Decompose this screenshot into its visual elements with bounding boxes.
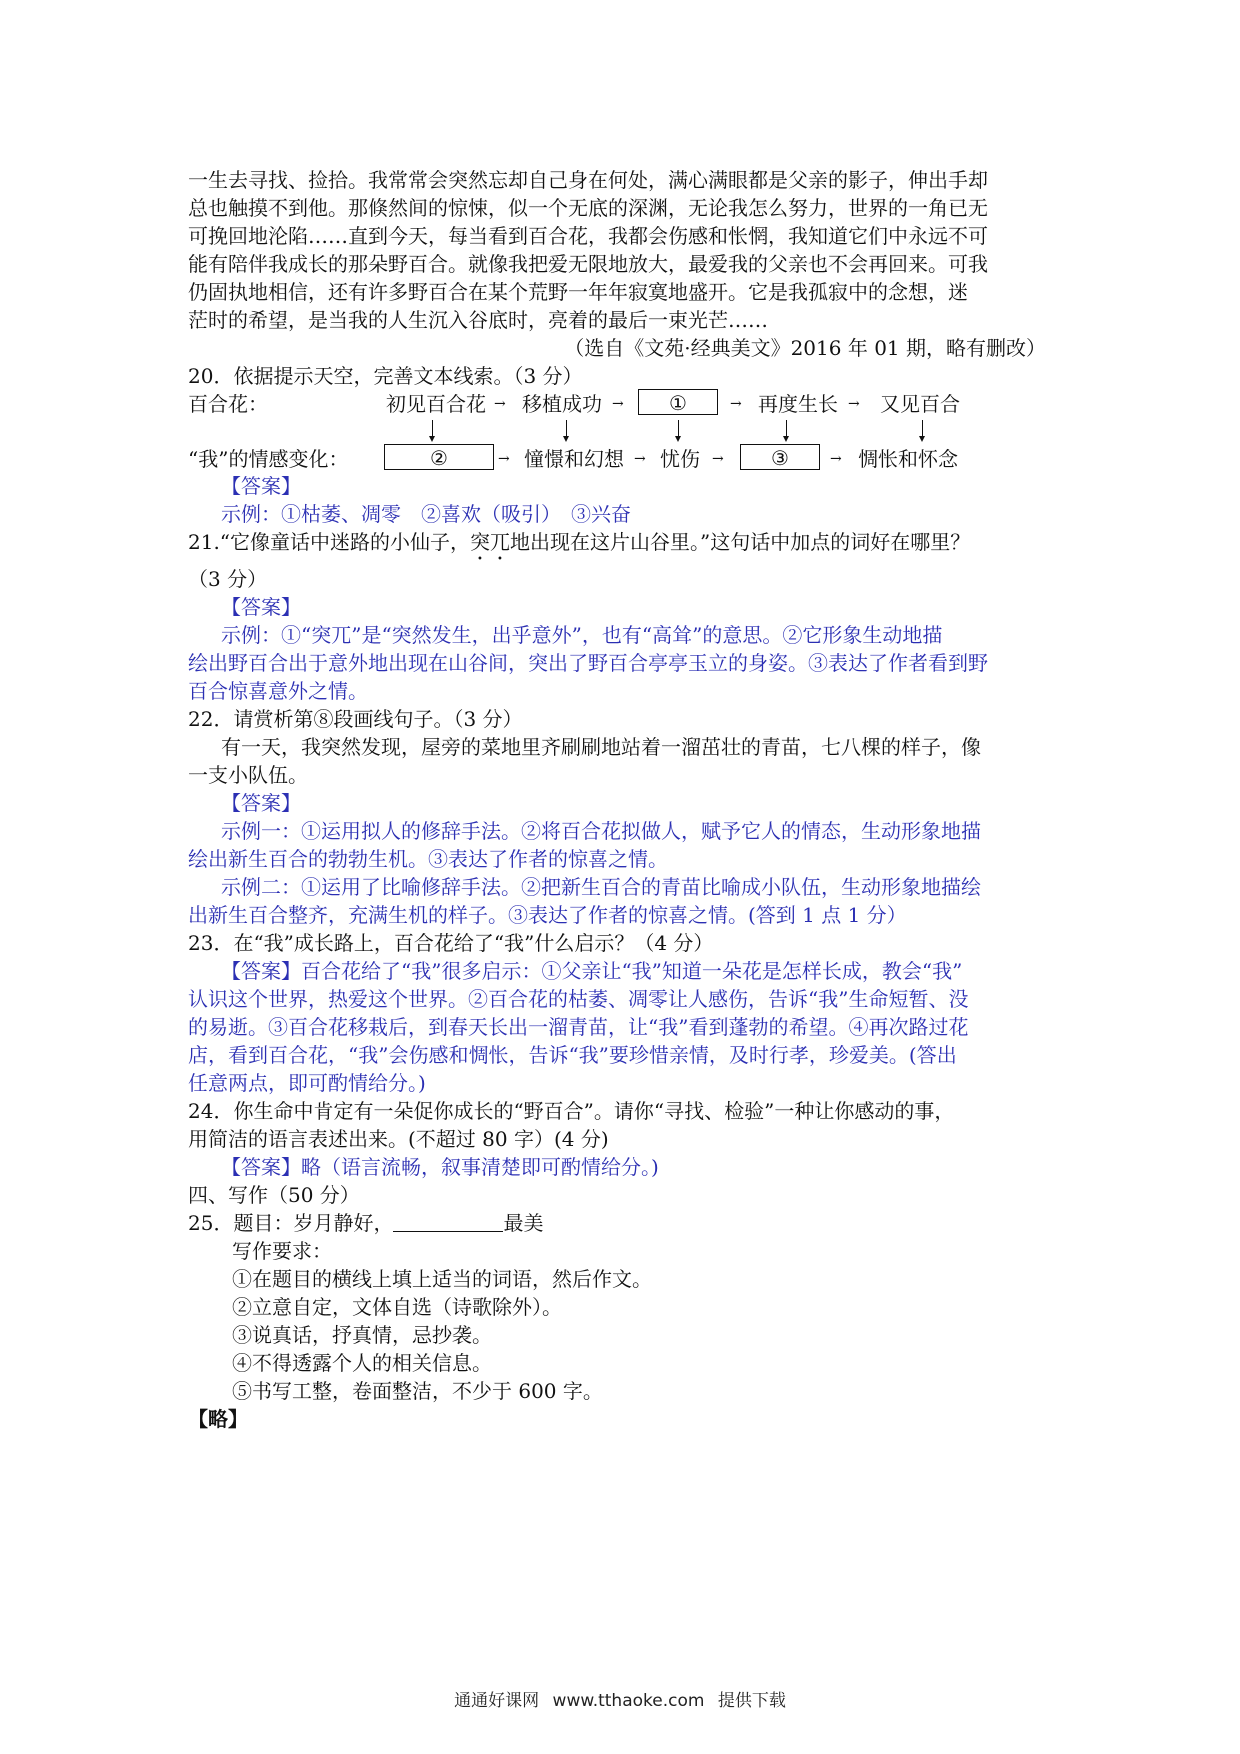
- passage-line: 能有陪伴我成长的那朵野百合。就像我把爱无限地放大，最爱我的父亲也不会再回来。可我: [188, 252, 988, 276]
- flow-step: 惆怅和怀念: [858, 447, 958, 471]
- answer-25: 【略】: [188, 1407, 248, 1431]
- arrow-down-icon: [566, 420, 567, 438]
- document-body: [188, 166, 1058, 1433]
- essay-title-suffix: 最美: [503, 1211, 544, 1235]
- answer-23-line: 认识这个世界，热爱这个世界。②百合花的枯萎、凋零让人感伤，告诉“我”生命短暂、没: [188, 987, 969, 1011]
- arrow-down-icon: [786, 420, 787, 438]
- question-21: [188, 528, 1058, 565]
- answer-23-line: 店，看到百合花，“我”会伤感和惆怅，告诉“我”要珍惜亲情，及时行孝，珍爱美。(答出: [188, 1043, 957, 1067]
- requirement-item: ③说真话，抒真情，忌抄袭。: [232, 1323, 492, 1347]
- answer-tag: 【答案】: [221, 791, 301, 815]
- arrow-right-icon: →: [712, 451, 724, 467]
- answer-tag: 【答案】: [221, 959, 301, 983]
- quote-line: 有一天，我突然发现，屋旁的菜地里齐刷刷地站着一溜茁壮的青苗，七八棵的样子，像: [221, 735, 981, 759]
- arrow-down-icon: [678, 420, 679, 438]
- question-24-line: 用简洁的语言表述出来。(不超过 80 字）(4 分): [188, 1127, 609, 1151]
- question-22: 22．请赏析第⑧段画线句子。（3 分）: [188, 707, 523, 731]
- answer-21-line: 百合惊喜意外之情。: [188, 679, 368, 703]
- flow-step: 移植成功: [522, 392, 602, 416]
- flow-blank-box: ③: [740, 444, 820, 470]
- question-25: [188, 1209, 1058, 1237]
- passage-line: 一生去寻找、捡拾。我常常会突然忘却自己身在何处，满心满眼都是父亲的影子，伸出手却: [188, 168, 988, 192]
- answer-20: 示例：①枯萎、凋零 ②喜欢（吸引） ③兴奋: [221, 502, 631, 526]
- passage-line: 仍固执地相信，还有许多野百合在某个荒野一年年寂寞地盛开。它是我孤寂中的念想，迷: [188, 280, 968, 304]
- footer-note: 提供下载: [717, 1691, 786, 1711]
- answer-21-line: 示例：①“突兀”是“突然发生，出乎意外”，也有“高耸”的意思。②它形象生动地描: [221, 623, 943, 647]
- arrow-right-icon: →: [494, 396, 506, 412]
- arrow-right-icon: →: [730, 396, 742, 412]
- answer-23-line: 任意两点，即可酌情给分。): [188, 1071, 426, 1095]
- arrow-down-icon: [922, 420, 923, 438]
- essay-title-prefix: 25．题目：岁月静好，: [188, 1211, 394, 1235]
- arrow-right-icon: →: [498, 451, 510, 467]
- requirement-item: ②立意自定，文体自选（诗歌除外）。: [232, 1295, 562, 1319]
- flow-step: 憧憬和幻想: [524, 447, 624, 471]
- flow-blank-box: ①: [638, 389, 718, 415]
- passage-line: 可挽回地沦陷……直到今天，每当看到百合花，我都会伤感和怅惘，我知道它们中永远不可: [188, 224, 988, 248]
- requirement-item: ⑤书写工整，卷面整洁，不少于 600 字。: [232, 1379, 603, 1403]
- answer-22-line: 出新生百合整齐，充满生机的样子。③表达了作者的惊喜之情。(答到 1 点 1 分）: [188, 903, 907, 927]
- question-21-score: （3 分）: [188, 567, 268, 591]
- requirement-item: ①在题目的横线上填上适当的词语，然后作文。: [232, 1267, 652, 1291]
- flow-step: 初见百合花: [386, 392, 486, 416]
- answer-23-line: 的易逝。③百合花移栽后，到春天长出一溜青苗，让“我”看到蓬勃的希望。④再次路过花: [188, 1015, 969, 1039]
- answer-23-first: [188, 957, 1058, 985]
- passage-line: 茫时的希望，是当我的人生沉入谷底时，亮着的最后一束光芒……: [188, 308, 768, 332]
- answer-24-text: 略（语言流畅，叙事清楚即可酌情给分。): [301, 1155, 659, 1179]
- flow-row1-label: 百合花：: [188, 392, 268, 416]
- flow-step: 再度生长: [758, 392, 838, 416]
- flow-row2-label: “我”的情感变化：: [188, 447, 349, 471]
- dotted-word: 突兀: [470, 530, 511, 554]
- passage-source: （选自《文苑·经典美文》2016 年 01 期，略有删改）: [564, 336, 1046, 360]
- answer-22-line: 示例一：①运用拟人的修辞手法。②将百合花拟做人，赋予它人的情态，生动形象地描: [221, 819, 981, 843]
- quote-line: 一支小队伍。: [188, 763, 308, 787]
- question-23: 23．在“我”成长路上，百合花给了“我”什么启示？（4 分）: [188, 931, 714, 955]
- answer-tag: 【答案】: [221, 474, 301, 498]
- question-20: 20．依据提示天空，完善文本线索。（3 分）: [188, 364, 583, 388]
- question-21-text: 地出现在这片山谷里。”这句话中加点的词好在哪里？: [510, 530, 971, 554]
- flow-blank-box: ②: [384, 444, 494, 470]
- requirements-label: 写作要求：: [232, 1239, 332, 1263]
- arrow-right-icon: →: [612, 396, 624, 412]
- footer-url: www.tthaoke.com: [552, 1691, 705, 1711]
- section-heading: 四、写作（50 分）: [188, 1183, 360, 1207]
- answer-23-text: 百合花给了“我”很多启示：①父亲让“我”知道一朵花是怎样长成，教会“我”: [301, 959, 963, 983]
- answer-tag: 【答案】: [221, 1155, 301, 1179]
- answer-tag: 【答案】: [221, 595, 301, 619]
- arrow-right-icon: →: [848, 396, 860, 412]
- question-24-line: 24．你生命中肯定有一朵促你成长的“野百合”。请你“寻找、检验”一种让你感动的事，: [188, 1099, 955, 1123]
- page-footer: [0, 1686, 1240, 1711]
- title-blank-line: [393, 1211, 503, 1232]
- arrow-right-icon: →: [830, 451, 842, 467]
- arrow-right-icon: →: [634, 451, 646, 467]
- answer-22-line: 绘出新生百合的勃勃生机。③表达了作者的惊喜之情。: [188, 847, 668, 871]
- answer-21-line: 绘出野百合出于意外地出现在山谷间，突出了野百合亭亭玉立的身姿。③表达了作者看到野: [188, 651, 988, 675]
- question-21-text: 21.“它像童话中迷路的小仙子，: [188, 530, 471, 554]
- answer-22-line: 示例二：①运用了比喻修辞手法。②把新生百合的青苗比喻成小队伍，生动形象地描绘: [221, 875, 981, 899]
- footer-site-name: 通通好课网: [454, 1691, 540, 1711]
- requirement-item: ④不得透露个人的相关信息。: [232, 1351, 492, 1375]
- flow-step: 忧伤: [660, 447, 700, 471]
- answer-24: [188, 1153, 1058, 1181]
- passage-line: 总也触摸不到他。那倏然间的惊悚，似一个无底的深渊，无论我怎么努力，世界的一角已无: [188, 196, 988, 220]
- flow-step: 又见百合: [880, 392, 960, 416]
- clue-flow-diagram: [188, 390, 1058, 472]
- arrow-down-icon: [432, 420, 433, 438]
